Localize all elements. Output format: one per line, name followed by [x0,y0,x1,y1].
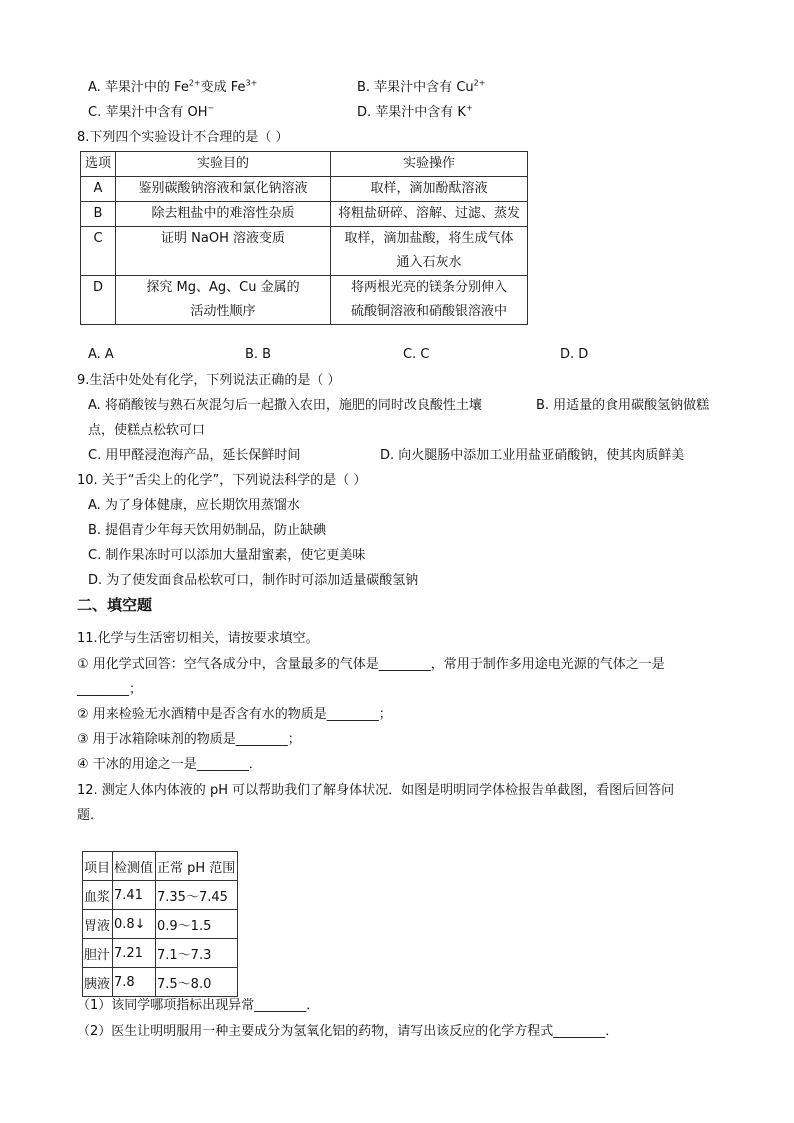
table-header-row [83,852,238,881]
q9-option-b-line1: B. 用适量的食用碳酸氢钠做糕 [536,398,710,413]
cell-option: C [81,227,116,276]
q9-stem: 9.生活中处处有化学，下列说法正确的是（ ） [77,373,341,388]
table-row [81,202,528,227]
q8-stem: 8.下列四个实验设计不合理的是（ ） [77,130,289,145]
q8-experiment-table [80,151,528,325]
cell-range: 7.35～7.45 [156,881,238,910]
cell-value: 7.41 [113,881,156,910]
cell-range: 7.5～8.0 [156,968,238,997]
q10-stem: 10. 关于“舌尖上的化学”，下列说法科学的是（ ） [77,473,367,488]
cell-value: 7.8 [113,968,156,997]
q8-option-a: A. A [88,347,114,362]
cell-purpose: 证明 NaOH 溶液变质 [116,227,331,276]
cell-item: 胃液 [83,910,113,939]
cell-range: 0.9～1.5 [156,910,238,939]
q11-part4: ④ 干冰的用途之一是________． [77,757,262,772]
q12-stem-line1: 12. 测定人体内体液的 pH 可以帮助我们了解身体状况．如图是明明同学体检报告单截图，看图后回答问 [77,783,675,798]
table-row [81,227,528,276]
table-row [81,276,528,325]
q9-option-b-line2: 点，使糕点松软可口 [88,423,206,438]
table-row [83,968,238,997]
cell-item: 血浆 [83,881,113,910]
header-option: 选项 [81,152,116,177]
q9-option-c: C. 用甲醛浸泡海产品，延长保鲜时间 [88,448,301,463]
table-row [83,939,238,968]
cell-purpose: 探究 Mg、Ag、Cu 金属的 活动性顺序 [116,276,331,325]
q12-stem-line2: 题． [77,808,104,823]
header-item: 项目 [83,852,113,881]
cell-value: 7.21 [113,939,156,968]
header-operation: 实验操作 [331,152,528,177]
cell-operation: 将粗盐研碎、溶解、过滤、蒸发 [331,202,528,227]
q10-option-c: C. 制作果冻时可以添加大量甜蜜素，使它更美味 [88,548,366,563]
q8-option-b: B. B [245,347,272,362]
cell-operation: 将两根光亮的镁条分别伸入 硫酸铜溶液和硝酸银溶液中 [331,276,528,325]
q10-option-b: B. 提倡青少年每天饮用奶制品，防止缺碘 [88,523,327,538]
q10-option-d: D. 为了使发面食品松软可口，制作时可添加适量碳酸氢钠 [88,573,419,588]
cell-option: B [81,202,116,227]
q7-option-d: D. 苹果汁中含有 K+ [357,103,473,120]
cell-operation: 取样，滴加酚酞溶液 [331,177,528,202]
table-row [83,881,238,910]
cell-operation: 取样，滴加盐酸，将生成气体 通入石灰水 [331,227,528,276]
q12-ph-table [82,851,238,997]
table-row [83,910,238,939]
q9-option-d: D. 向火腿肠中添加工业用盐亚硝酸钠，使其肉质鲜美 [380,448,685,463]
q12-sub1: （1）该同学哪项指标出现异常________． [77,998,320,1013]
q11-part2: ② 用来检验无水酒精中是否含有水的物质是________； [77,707,392,722]
cell-purpose: 除去粗盐中的难溶性杂质 [116,202,331,227]
q7-option-a: A. 苹果汁中的 $Fe^{2+}$变成 $Fe^{3+}$ [88,78,258,95]
q10-option-a: A. 为了身体健康，应长期饮用蒸馏水 [88,498,300,513]
q9-option-a: A. 将硝酸铵与熟石灰混匀后一起撒入农田，施肥的同时改良酸性土壤 [88,398,482,413]
table-row [81,177,528,202]
q11-part1-line1: ① 用化学式回答：空气各成分中，含量最多的气体是________，常用于制作多用途电光源的气体之一是 [77,657,665,672]
cell-option: A [81,177,116,202]
q7-option-c: C. 苹果汁中含有 OH− [88,103,215,120]
header-value: 检测值 [113,852,156,881]
q11-stem: 11.化学与生活密切相关，请按要求填空。 [77,631,319,646]
header-range: 正常 pH 范围 [156,852,238,881]
q11-part1-line2: ________； [77,682,143,697]
cell-item: 胰液 [83,968,113,997]
cell-option: D [81,276,116,325]
q8-option-c: C. C [403,347,430,362]
q11-part3: ③ 用于冰箱除味剂的物质是________； [77,732,301,747]
section-title: 二、填空题 [77,596,153,614]
cell-value: 0.8↓ [113,910,156,939]
cell-purpose: 鉴别碳酸钠溶液和氯化钠溶液 [116,177,331,202]
table-header-row [81,152,528,177]
cell-item: 胆汁 [83,939,113,968]
q8-option-d: D. D [560,347,589,362]
q12-sub2: （2）医生让明明服用一种主要成分为氢氧化铝的药物，请写出该反应的化学方程式________． [77,1024,619,1039]
header-purpose: 实验目的 [116,152,331,177]
cell-range: 7.1～7.3 [156,939,238,968]
q7-option-b: B. 苹果汁中含有 $Cu^{2+}$ [357,78,486,95]
